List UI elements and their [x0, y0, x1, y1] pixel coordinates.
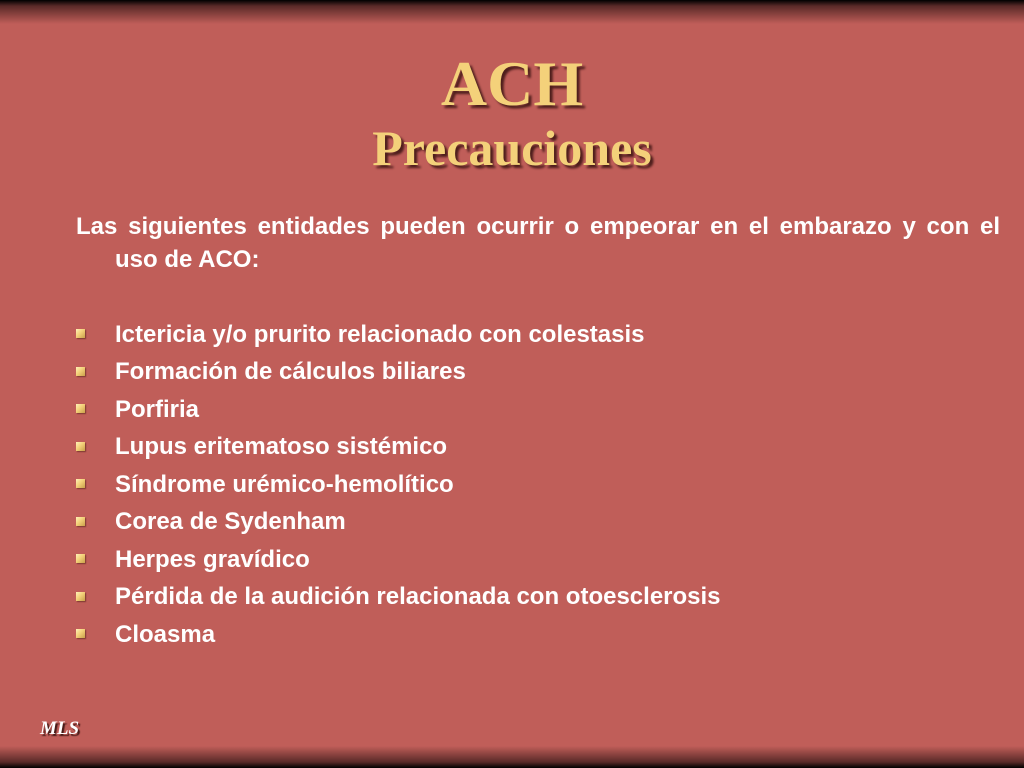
bullet-text: Formación de cálculos biliares: [115, 358, 466, 386]
bullet-text: Síndrome urémico-hemolítico: [115, 470, 454, 498]
bullet-text: Ictericia y/o prurito relacionado con colestasis: [115, 320, 645, 348]
square-bullet-icon: [76, 404, 85, 413]
list-item: [76, 354, 721, 392]
bullet-text: Cloasma: [115, 620, 216, 648]
list-item: [76, 316, 721, 354]
bullet-text: Pérdida de la audición relacionada con otoesclerosis: [115, 583, 721, 611]
bullet-list: [76, 316, 721, 654]
list-item: [76, 579, 721, 617]
square-bullet-icon: [76, 592, 85, 601]
square-bullet-icon: [76, 554, 85, 563]
square-bullet-icon: [76, 629, 85, 638]
square-bullet-icon: [76, 329, 85, 338]
list-item: [76, 466, 721, 504]
intro-paragraph: Las siguientes entidades pueden ocurrir o empeorar en el embarazo y con el uso de ACO:: [76, 213, 1000, 273]
square-bullet-icon: [76, 367, 85, 376]
list-item: [76, 391, 721, 429]
slide-subtitle: Precauciones: [372, 120, 652, 176]
square-bullet-icon: [76, 442, 85, 451]
slide-title: ACH: [440, 48, 584, 119]
bullet-text: Lupus eritematoso sistémico: [115, 433, 448, 461]
list-item: [76, 616, 721, 654]
bullet-text: Porfiria: [115, 395, 200, 423]
square-bullet-icon: [76, 479, 85, 488]
list-item: [76, 429, 721, 467]
square-bullet-icon: [76, 517, 85, 526]
list-item: [76, 504, 721, 542]
bullet-text: Corea de Sydenham: [115, 508, 346, 536]
bullet-text: Herpes gravídico: [115, 545, 310, 573]
list-item: [76, 541, 721, 579]
footer-initials: MLS: [40, 718, 80, 739]
